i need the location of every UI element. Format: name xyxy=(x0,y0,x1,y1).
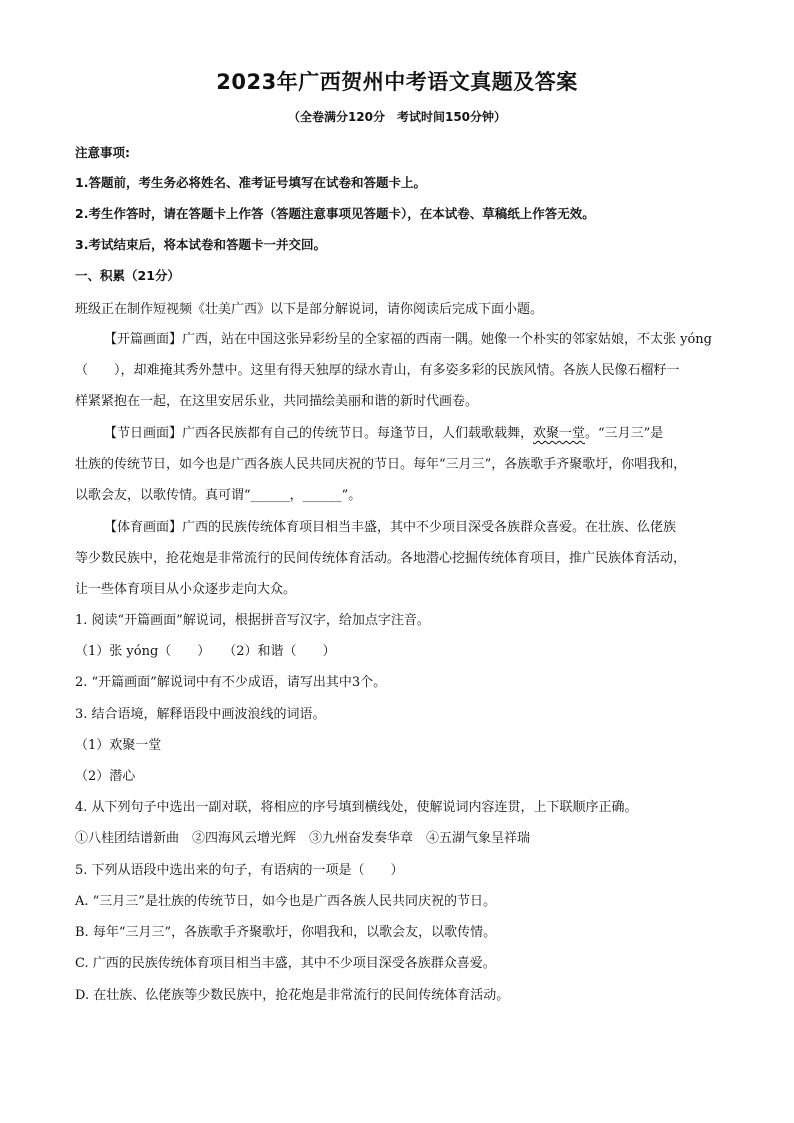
paragraph-sports-line: 等少数民族中，抢花炮是非常流行的民间传统体育活动。各地潜心挖掘传统体育项目，推广民族体育活动， xyxy=(75,551,687,566)
paragraph-festival-line xyxy=(104,422,724,441)
question-3-part-1: （1）欢聚一堂 xyxy=(75,738,162,753)
notice-heading: 注意事项: xyxy=(75,145,130,160)
question-2: 2. “开篇画面”解说词中有不少成语，请写出其中3个。 xyxy=(75,675,387,690)
question-3: 3. 结合语境，解释语段中画波浪线的词语。 xyxy=(75,707,326,722)
notice-item-2: 2.考生作答时，请在答题卡上作答（答题注意事项见答题卡），在本试卷、草稿纸上作答无效。 xyxy=(75,206,595,221)
paragraph-sports-line: 让一些体育项目从小众逐步走向大众。 xyxy=(75,582,297,597)
paragraph-opening-line: （ ），却难掩其秀外慧中。这里有得天独厚的绿水青山，有多姿多彩的民族风情。各族人民像石榴籽一 xyxy=(75,363,680,378)
section-heading: 一、积累（21分） xyxy=(75,268,180,283)
paragraph-opening-line: 样紧紧抱在一起，在这里安居乐业，共同描绘美丽和谐的新时代画卷。 xyxy=(75,394,479,409)
question-1-parts: （1）张 yóng（ ） （2）和谐（ ） xyxy=(75,644,336,659)
notice-item-1: 1.答题前，考生务必将姓名、准考证号填写在试卷和答题卡上。 xyxy=(75,175,426,190)
wavy-underlined-phrase: 欢聚一堂 xyxy=(533,426,586,441)
question-5-option-d: D. 在壮族、仫佬族等少数民族中，抢花炮是非常流行的民间传统体育活动。 xyxy=(75,988,510,1003)
section-intro: 班级正在制作短视频《壮美广西》以下是部分解说词，请你阅读后完成下面小题。 xyxy=(75,302,544,317)
question-5-option-a: A. “三月三”是壮族的传统节日，如今也是广西各族人民共同庆祝的节日。 xyxy=(75,894,496,909)
page-title: 2023年广西贺州中考语文真题及答案 xyxy=(216,70,578,94)
question-1: 1. 阅读“开篇画面”解说词，根据拼音写汉字，给加点字注音。 xyxy=(75,613,430,628)
paragraph-festival-line: 以歌会友，以歌传情。真可谓“______，______”。 xyxy=(75,488,362,503)
paragraph-festival-line: 壮族的传统节日，如今也是广西各族人民共同庆祝的节日。每年“三月三”，各族歌手齐聚歌圩，你唱我和， xyxy=(75,457,687,472)
question-4: 4. 从下列句子中选出一副对联，将相应的序号填到横线处，使解说词内容连贯，上下联顺序正确。 xyxy=(75,800,638,815)
question-5-option-c: C. 广西的民族传统体育项目相当丰盛，其中不少项目深受各族群众喜爱。 xyxy=(75,956,496,971)
question-5: 5. 下列从语段中选出来的句子，有语病的一项是（ ） xyxy=(75,863,404,878)
paragraph-festival-text: 【节日画面】广西各民族都有自己的传统节日。每逢节日，人们载歌载舞， xyxy=(104,426,534,441)
paragraph-opening-line: 【开篇画面】广西，站在中国这张异彩纷呈的全家福的西南一隅。她像一个朴实的邻家姑娘，不太张 yóng xyxy=(104,332,712,347)
page-subtitle: （全卷满分120分 考试时间150分钟） xyxy=(287,110,507,124)
question-5-option-b: B. 每年“三月三”，各族歌手齐聚歌圩，你唱我和，以歌会友，以歌传情。 xyxy=(75,925,497,940)
notice-item-3: 3.考试结束后，将本试卷和答题卡一并交回。 xyxy=(75,237,326,252)
paragraph-festival-text: 。“三月三”是 xyxy=(585,426,664,441)
question-4-options: ①八桂团结谱新曲 ②四海风云增光辉 ③九州奋发奏华章 ④五湖气象呈祥瑞 xyxy=(75,831,531,846)
question-3-part-2: （2）潜心 xyxy=(75,769,136,784)
paragraph-sports-line: 【体育画面】广西的民族传统体育项目相当丰盛，其中不少项目深受各族群众喜爱。在壮族、仫佬族 xyxy=(104,520,677,535)
